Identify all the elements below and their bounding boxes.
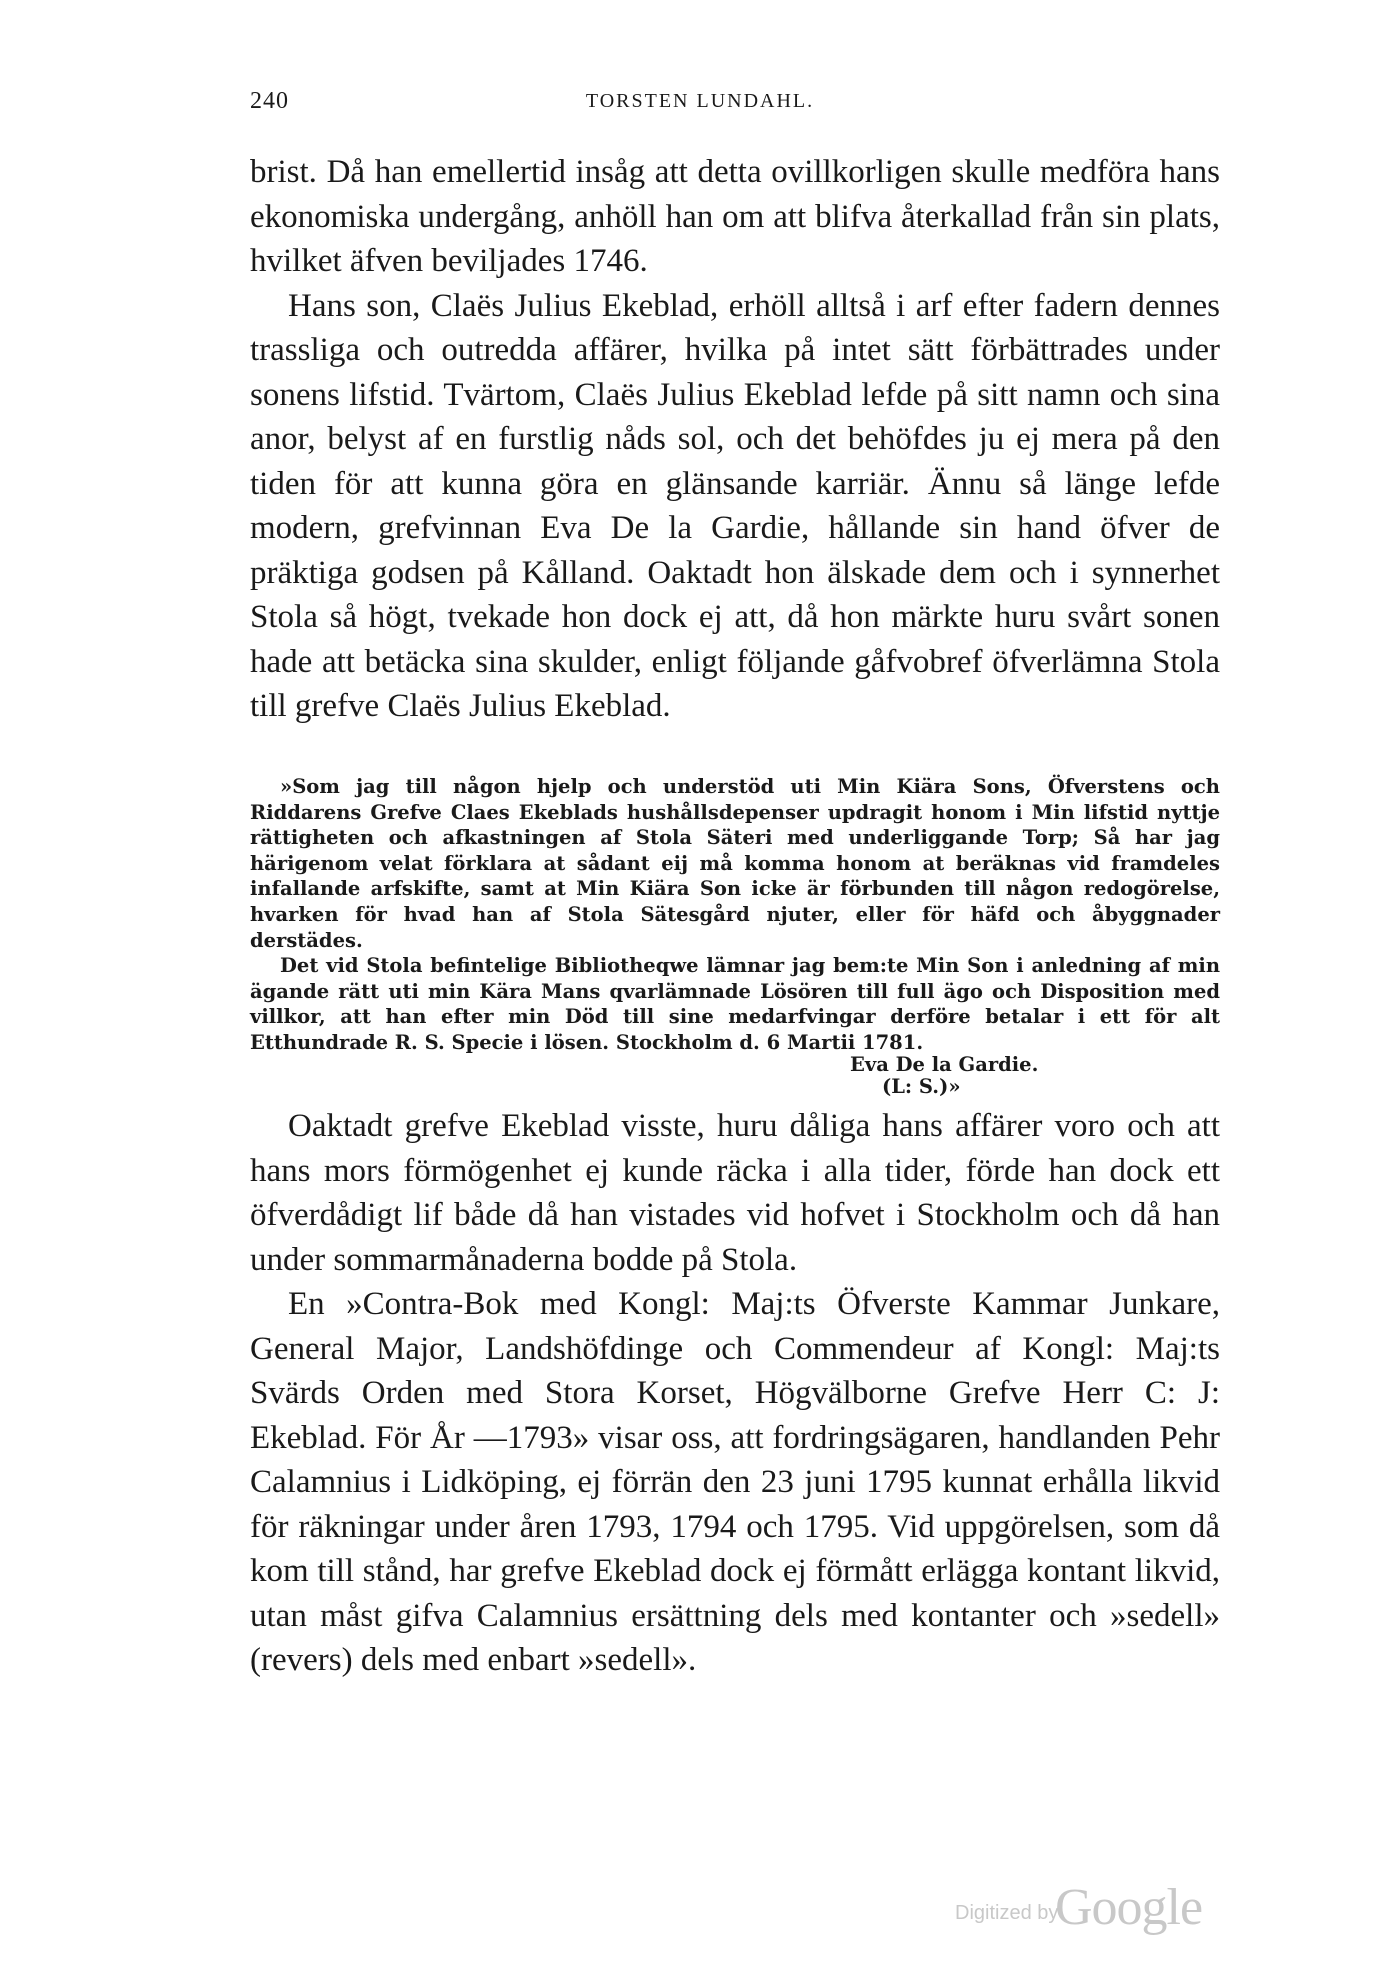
paragraph: En »Contra-Bok med Kongl: Maj:ts Öfverste Kammar Junkare, General Major, Landshöfdinge och Commendeur af Kongl: Maj:ts Svärds Orden med Stora Korset, Högvälborne Grefve Herr C: J: Ekeblad. För År —1793» visar oss, att fordringsägaren, handlanden Pehr Calamnius i Lidköping, ej förrän den 23 juni 1795 kunnat erhålla likvid för räkningar under åren 1793, 1794 och 1795. Vid uppgörelsen, som då kom till stånd, har grefve Ekeblad dock ej förmått erlägga kontant likvid, utan måst gifva Calamnius ersättning dels med kontanter och »sedell» (revers) dels med enbart »sedell». [250, 1286, 1220, 1678]
running-head: TORSTEN LUNDAHL. [585, 90, 815, 112]
paragraph: Oaktadt grefve Ekeblad visste, huru dåliga hans affärer voro och att hans mors förmögenhet ej kunde räcka i alla tider, förde han dock ett öfverdådigt lif både då han vistades vid hofvet i Stockholm och då han under sommarmånaderna bodde på Stola. [250, 1108, 1220, 1278]
paragraph: Hans son, Claës Julius Ekeblad, erhöll alltså i arf efter fadern dennes trassliga och outredda affärer, hvilka på intet sätt förbättrades under sonens lifstid. Tvärtom, Claës Julius Ekeblad lefde på sitt namn och sina anor, belyst af en furstlig nåds sol, och det behöfdes ju ej mera på den tiden för att kunna göra en glänsande karriär. Ännu så länge lefde modern, grefvinnan Eva De la Gardie, hållande sin hand öfver de präktiga godsen på Kålland. Oaktadt hon älskade dem och i synnerhet Stola så högt, tvekade hon dock ej att, då hon märkte huru svårt sonen hade att betäcka sina skulder, enligt följande gåfvobref öfverlämna Stola till grefve Claës Julius Ekeblad. [250, 287, 1220, 724]
page-header [250, 88, 1210, 128]
body-text-top [250, 150, 1220, 729]
digitization-watermark [955, 1880, 1235, 1940]
signature-name: Eva De la Gardie. [850, 1053, 1039, 1076]
signature-seal: (L: S.)» [882, 1075, 961, 1098]
quote-paragraph: Det vid Stola befintelige Bibliotheqwe lämnar jag bem:te Min Son i anledning af min ägande rätt uti min Kära Mans qvarlämnade Lösören till full ägo och Disposition med villkor, att han efter min Död till sine medarfvingar derföre betalar i ett för alt Etthundrade R. S. Specie i lösen. Stockholm d. 6 Martii 1781. [250, 954, 1220, 1054]
paragraph: brist. Då han emellertid insåg att detta ovillkorligen skulle medföra hans ekonomiska undergång, anhöll han om att blifva återkallad från sin plats, hvilket äfven beviljades 1746. [250, 154, 1220, 279]
deed-quote [250, 774, 1220, 1056]
page-number: 240 [250, 88, 289, 114]
body-text-bottom [250, 1104, 1220, 1683]
watermark-prefix: Digitized by [955, 1902, 1059, 1924]
google-logo: Google [1055, 1879, 1203, 1936]
quote-paragraph: »Som jag till någon hjelp och understöd uti Min Kiära Sons, Öfverstens och Riddarens Grefve Claes Ekeblads hushållsdepenser updragit honom i Min lifstid nyttje rättigheten och afkastningen af Stola Säteri med underliggande Torp; Så har jag härigenom velat förklara at sådant eij må komma honom at beräknas vid framdeles infallande arfskifte, samt at Min Kiära Son icke är förbunden till någon redogörelse, hvarken för hvad han af Stola Sätesgård njuter, eller för häfd och åbyggnader derstädes. [250, 775, 1220, 952]
quote-signature [850, 1054, 1100, 1098]
